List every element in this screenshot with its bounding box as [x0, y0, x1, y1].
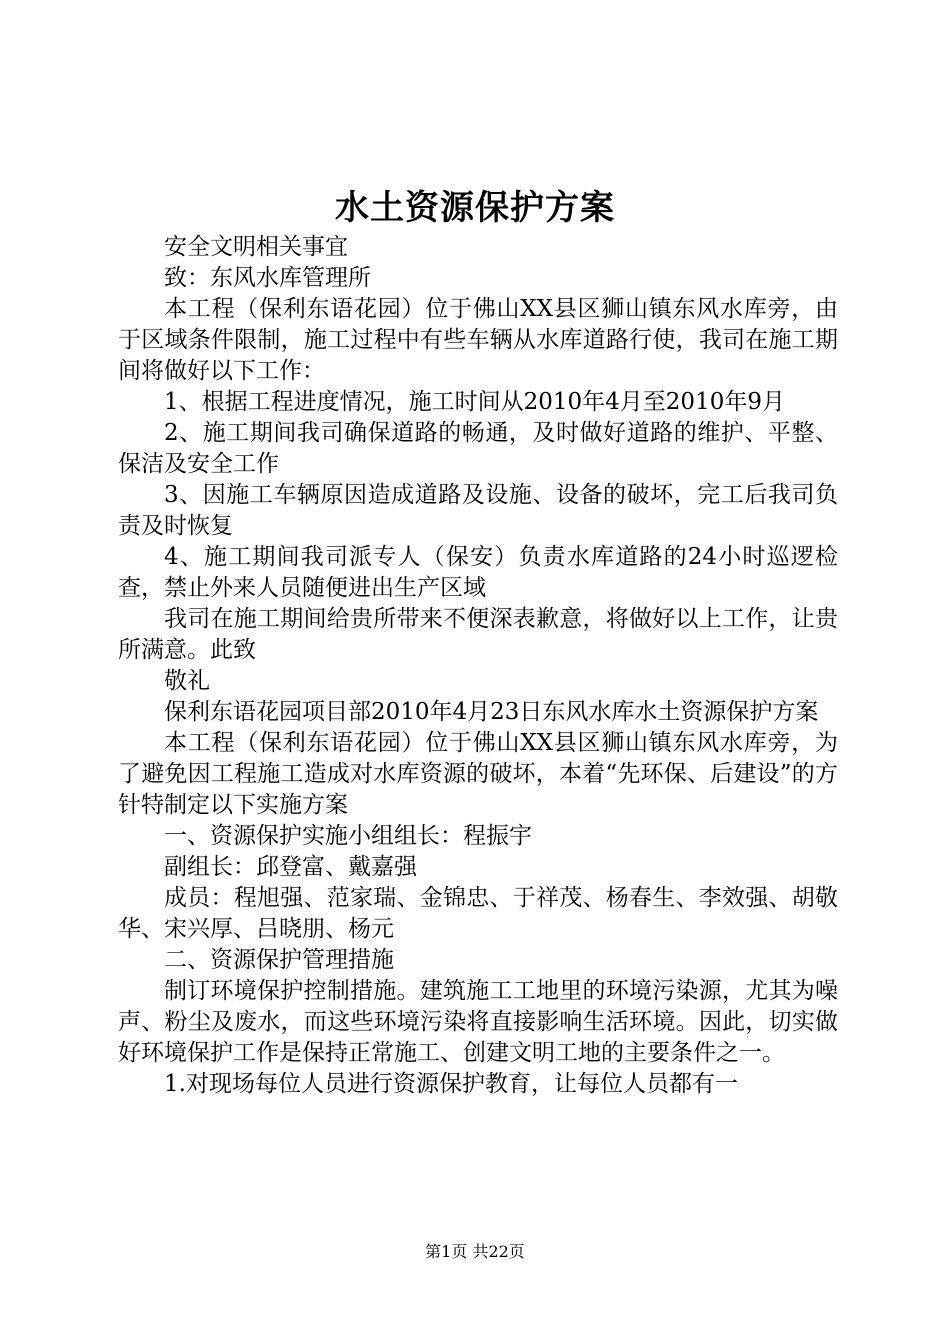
paragraph: 1.对现场每位人员进行资源保护教育，让每位人员都有一	[164, 1071, 738, 1097]
paragraph: 二、资源保护管理措施	[164, 947, 394, 973]
paragraph: 一、资源保护实施小组组长：程振宇	[164, 823, 532, 849]
paragraph: 3、因施工车辆原因造成道路及设施、设备的破坏，完工后我司负责及时恢复	[118, 482, 838, 539]
paragraph: 本工程（保利东语花园）位于佛山XX县区狮山镇东风水库旁，由于区域条件限制，施工过程中有些车辆从水库道路行使，我司在施工期间将做好以下工作：	[118, 296, 838, 384]
paragraph: 1、根据工程进度情况，施工时间从2010年4月至2010年9月	[164, 389, 785, 415]
page-footer: 第1页 共22页	[425, 1242, 525, 1261]
paragraph: 副组长：邱登富、戴嘉强	[164, 854, 417, 880]
document-title: 水土资源保护方案	[335, 188, 615, 228]
paragraph: 安全文明相关事宜	[164, 234, 348, 260]
paragraph: 敬礼	[164, 668, 210, 694]
document-body	[118, 232, 838, 1100]
paragraph: 成员：程旭强、范家瑞、金锦忠、于祥茂、杨春生、李效强、胡敬华、宋兴厚、吕晓朋、杨元	[118, 885, 838, 942]
paragraph: 保利东语花园项目部2010年4月23日东风水库水土资源保护方案	[164, 699, 819, 725]
paragraph: 4、施工期间我司派专人（保安）负责水库道路的24小时巡逻检查，禁止外来人员随便进出生产区域	[118, 544, 838, 601]
paragraph: 2、施工期间我司确保道路的畅通，及时做好道路的维护、平整、保洁及安全工作	[118, 420, 838, 477]
paragraph: 致：东风水库管理所	[164, 265, 371, 291]
paragraph: 我司在施工期间给贵所带来不便深表歉意，将做好以上工作，让贵所满意。此致	[118, 606, 838, 663]
paragraph: 本工程（保利东语花园）位于佛山XX县区狮山镇东风水库旁，为了避免因工程施工造成对水库资源的破坏，本着“先环保、后建设”的方针特制定以下实施方案	[118, 730, 838, 818]
paragraph: 制订环境保护控制措施。建筑施工工地里的环境污染源，尤其为噪声、粉尘及废水，而这些环境污染将直接影响生活环境。因此，切实做好环境保护工作是保持正常施工、创建文明工地的主要条件之一。	[118, 978, 838, 1066]
